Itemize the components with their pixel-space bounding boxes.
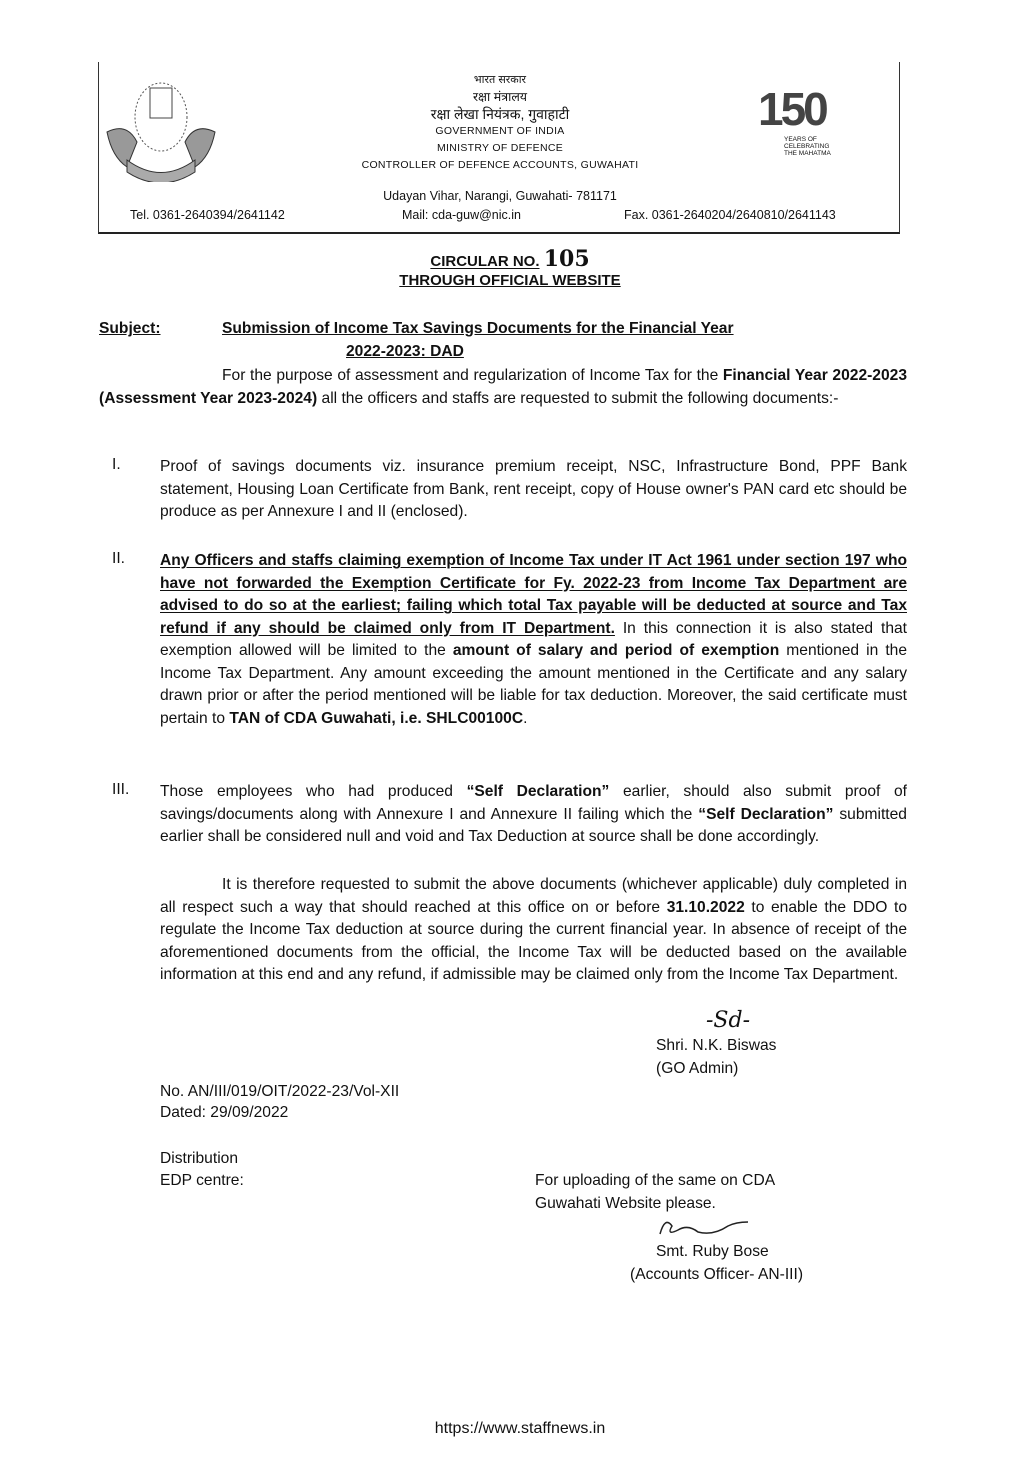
- telephone: Tel. 0361-2640394/2641142: [130, 208, 285, 222]
- circular-through: THROUGH OFFICIAL WEBSITE: [399, 272, 621, 289]
- signatory-2-name: Smt. Ruby Bose: [656, 1243, 769, 1260]
- reference-number: No. AN/III/019/OIT/2022-23/Vol-XII: [160, 1083, 400, 1100]
- logo-number: 150: [758, 83, 826, 135]
- signatory-1-name: Shri. N.K. Biswas: [656, 1037, 777, 1054]
- closing-t1: It is therefore requested to submit the above documents (whichever applicable) duly completed in all respect such a way that should reached at this office on or before: [160, 876, 907, 916]
- hindi-line-2: रक्षा मंत्रालय: [472, 90, 528, 104]
- item-2-b2: TAN of CDA Guwahati, i.e. SHLC00100C: [229, 709, 524, 727]
- intro-text-2: all the officers and staffs are requested to submit the following documents:-: [317, 389, 839, 407]
- org-line-3: CONTROLLER OF DEFENCE ACCOUNTS, GUWAHATI: [361, 159, 639, 171]
- fax: Fax. 0361-2640204/2640810/2641143: [624, 208, 836, 222]
- footer-url: https://www.staffnews.in: [434, 1420, 606, 1437]
- subject-line-2: 2022-2023: DAD: [346, 343, 464, 360]
- item-2-b1: amount of salary and period of exemption: [452, 642, 780, 659]
- gandhi-150-logo: [758, 82, 868, 157]
- intro-paragraph: [99, 365, 907, 410]
- item-3-t2: earlier, should also submit proof of savings/documents along with Annexure I and Annexure II failing which the: [160, 783, 907, 823]
- item-3-b1: “Self Declaration”: [466, 783, 610, 800]
- address: Udayan Vihar, Narangi, Guwahati- 781171: [383, 189, 617, 203]
- item-1-text: Proof of savings documents viz. insurance premium receipt, NSC, Infrastructure Bond, PPF Bank statement, Housing Loan Certificate from Bank, rent receipt, copy of House owner's PAN card etc should be produce as per Annexure I and II (enclosed).: [160, 458, 907, 520]
- distribution-label: Distribution: [160, 1150, 238, 1167]
- intro-bold: Financial Year 2022-2023 (Assessment Year 2023-2024): [99, 367, 907, 407]
- circular-number: 105: [543, 246, 590, 272]
- signatory-2-title: (Accounts Officer- AN-III): [630, 1266, 804, 1283]
- item-1-number: I.: [112, 456, 121, 473]
- closing-paragraph: [160, 874, 907, 987]
- item-2-text: [160, 550, 907, 730]
- handwritten-signature-icon: [645, 1212, 765, 1242]
- hindi-line-1: भारत सरकार: [473, 74, 527, 86]
- letterhead-titles: [320, 72, 680, 174]
- item-2-t1: In this connection it is also stated that exemption allowed will be limited to the: [160, 619, 907, 659]
- email: Mail: cda-guw@nic.in: [402, 208, 521, 222]
- item-2-number: II.: [112, 550, 125, 567]
- closing-date: 31.10.2022: [666, 898, 745, 916]
- circular-heading: [300, 246, 720, 289]
- item-3-b2: “Self Declaration”: [698, 805, 834, 823]
- org-line-1: GOVERNMENT OF INDIA: [435, 125, 565, 137]
- subject-line-1: Submission of Income Tax Savings Documents for the Financial Year: [222, 320, 734, 337]
- org-line-2: MINISTRY OF DEFENCE: [436, 142, 564, 154]
- item-3-t3: submitted earlier shall be considered null and void and Tax Deduction at source shall be done accordingly.: [160, 805, 907, 845]
- signature-sd: -Sd-: [706, 1008, 751, 1033]
- item-3-text: [160, 781, 907, 849]
- intro-text: For the purpose of assessment and regularization of Income Tax for the: [222, 367, 723, 384]
- circular-label: CIRCULAR NO.: [430, 253, 540, 270]
- hindi-line-3: रक्षा लेखा नियंत्रक, गुवाहाटी: [430, 106, 570, 122]
- distribution-note-2: Guwahati Website please.: [535, 1195, 716, 1212]
- item-3-number: III.: [112, 781, 130, 798]
- distribution-to: EDP centre:: [160, 1172, 244, 1189]
- item-2-t3: .: [523, 709, 528, 727]
- logo-text: YEARS OF CELEBRATING THE MAHATMA: [784, 136, 831, 157]
- item-2-underlined: Any Officers and staffs claiming exemption of Income Tax under IT Act 1961 under section 197 who have not forwarded the Exemption Certificate for Fy. 2022-23 from Income Tax Department are advised to do so at the earliest; failing which total Tax payable will be deducted at source and Tax refund if any should be claimed only from IT Department.: [160, 552, 907, 637]
- emblem-logo-icon: [102, 72, 220, 182]
- subject-label: Subject:: [99, 320, 161, 337]
- signatory-1-title: (GO Admin): [656, 1060, 739, 1077]
- item-3-t1: Those employees who had produced: [160, 783, 467, 800]
- reference-date: Dated: 29/09/2022: [160, 1104, 289, 1121]
- item-2-t2: mentioned in the Income Tax Department. Any amount exceeding the amount mentioned in the Certificate and any salary drawn prior or after the period mentioned will be liable for tax deduction. Moreover, the said certificate must pertain to: [160, 642, 907, 727]
- closing-t2: to enable the DDO to regulate the Income Tax deduction at source during the current financial year. In absence of receipt of the aforementioned documents from the official, the Income Tax will be deducted based on the available information at this end and any refund, if admissible may be claimed only from the Income Tax Department.: [160, 898, 907, 983]
- distribution-note-1: For uploading of the same on CDA: [535, 1172, 776, 1189]
